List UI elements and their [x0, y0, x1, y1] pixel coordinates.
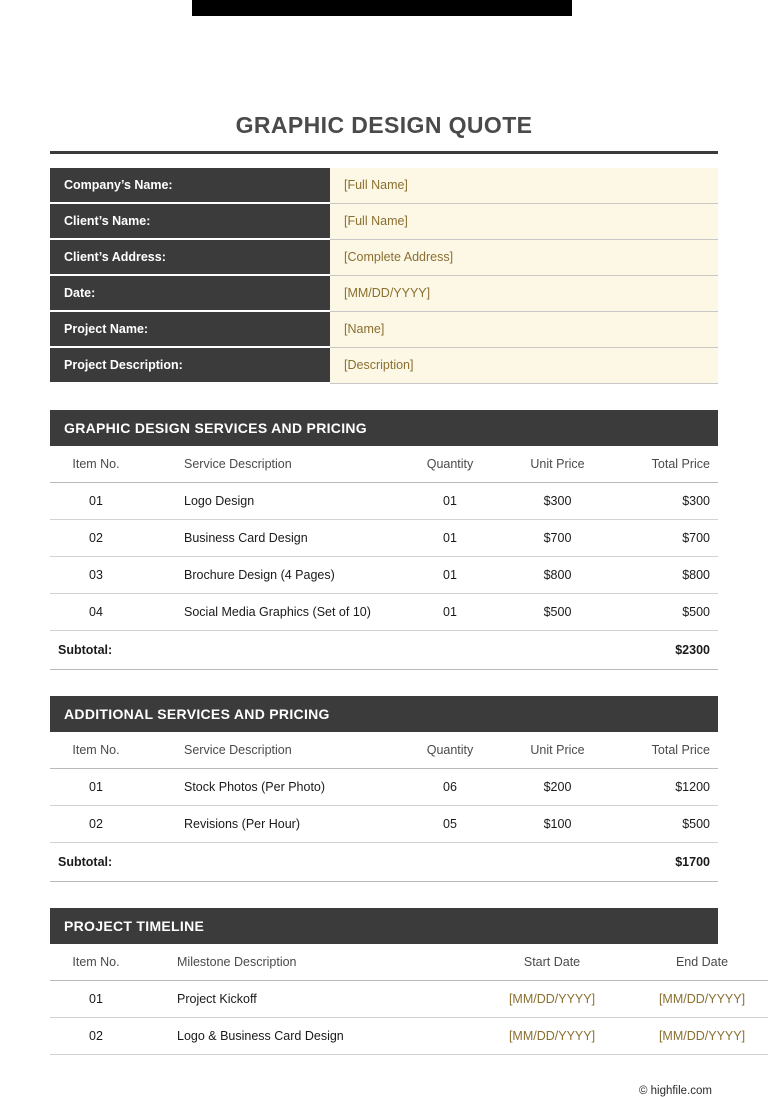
table-row	[50, 557, 718, 594]
additional-section-header: ADDITIONAL SERVICES AND PRICING	[50, 696, 718, 732]
cell-quantity: 01	[395, 520, 505, 557]
table-row	[50, 168, 718, 203]
column-header-description: Service Description	[142, 446, 395, 483]
cell-quantity: 05	[395, 806, 505, 843]
project-timeline-table	[50, 944, 768, 1055]
services-table	[50, 446, 718, 670]
column-header-end-date: End Date	[627, 944, 768, 981]
cell-unit-price: $800	[505, 557, 610, 594]
column-header-milestone: Milestone Description	[142, 944, 477, 981]
column-header-quantity: Quantity	[395, 732, 505, 769]
footer-credit: © highfile.com	[638, 1085, 712, 1097]
info-value[interactable]: [Complete Address]	[330, 239, 718, 275]
info-label: Project Description:	[50, 347, 330, 383]
table-row	[50, 275, 718, 311]
cell-milestone: Project Kickoff	[142, 981, 477, 1018]
table-row	[50, 347, 718, 383]
title-divider	[50, 151, 718, 154]
subtotal-value: $2300	[610, 631, 718, 670]
cell-milestone: Logo & Business Card Design	[142, 1018, 477, 1055]
cell-total-price: $700	[610, 520, 718, 557]
table-row	[50, 203, 718, 239]
cell-description: Brochure Design (4 Pages)	[142, 557, 395, 594]
cell-total-price: $300	[610, 483, 718, 520]
info-label: Client’s Address:	[50, 239, 330, 275]
cell-description: Stock Photos (Per Photo)	[142, 769, 395, 806]
column-header-item-no: Item No.	[50, 944, 142, 981]
cell-start-date[interactable]: [MM/DD/YYYY]	[477, 981, 627, 1018]
cell-total-price: $1200	[610, 769, 718, 806]
table-row	[50, 239, 718, 275]
subtotal-value: $1700	[610, 843, 718, 882]
cell-item-no: 01	[50, 483, 142, 520]
column-header-total-price: Total Price	[610, 446, 718, 483]
cell-unit-price: $300	[505, 483, 610, 520]
subtotal-label: Subtotal:	[50, 843, 610, 882]
info-value[interactable]: [Full Name]	[330, 168, 718, 203]
cell-unit-price: $200	[505, 769, 610, 806]
cell-item-no: 01	[50, 769, 142, 806]
cell-unit-price: $100	[505, 806, 610, 843]
cell-description: Social Media Graphics (Set of 10)	[142, 594, 395, 631]
cell-start-date[interactable]: [MM/DD/YYYY]	[477, 1018, 627, 1055]
cell-item-no: 02	[50, 1018, 142, 1055]
cell-item-no: 01	[50, 981, 142, 1018]
cell-description: Revisions (Per Hour)	[142, 806, 395, 843]
table-row	[50, 769, 718, 806]
table-header-row	[50, 944, 768, 981]
timeline-section-header: PROJECT TIMELINE	[50, 908, 718, 944]
cell-description: Business Card Design	[142, 520, 395, 557]
cell-item-no: 02	[50, 520, 142, 557]
table-row	[50, 311, 718, 347]
cell-total-price: $500	[610, 594, 718, 631]
cell-end-date[interactable]: [MM/DD/YYYY]	[627, 1018, 768, 1055]
cell-quantity: 01	[395, 594, 505, 631]
page-title: GRAPHIC DESIGN QUOTE	[235, 112, 533, 138]
cell-unit-price: $500	[505, 594, 610, 631]
table-row	[50, 520, 718, 557]
subtotal-row	[50, 631, 718, 670]
cell-item-no: 04	[50, 594, 142, 631]
table-row	[50, 483, 718, 520]
table-row	[50, 806, 718, 843]
column-header-start-date: Start Date	[477, 944, 627, 981]
table-row	[50, 981, 768, 1018]
quote-info-table	[50, 168, 718, 384]
table-row	[50, 1018, 768, 1055]
cell-item-no: 03	[50, 557, 142, 594]
info-value[interactable]: [Name]	[330, 311, 718, 347]
cell-total-price: $800	[610, 557, 718, 594]
table-header-row	[50, 446, 718, 483]
column-header-item-no: Item No.	[50, 446, 142, 483]
subtotal-row	[50, 843, 718, 882]
column-header-quantity: Quantity	[395, 446, 505, 483]
info-value[interactable]: [Full Name]	[330, 203, 718, 239]
info-value[interactable]: [Description]	[330, 347, 718, 383]
info-label: Company’s Name:	[50, 168, 330, 203]
info-label: Project Name:	[50, 311, 330, 347]
cell-quantity: 01	[395, 483, 505, 520]
column-header-description: Service Description	[142, 732, 395, 769]
info-value[interactable]: [MM/DD/YYYY]	[330, 275, 718, 311]
cell-end-date[interactable]: [MM/DD/YYYY]	[627, 981, 768, 1018]
info-label: Client’s Name:	[50, 203, 330, 239]
column-header-unit-price: Unit Price	[505, 732, 610, 769]
additional-services-table	[50, 732, 718, 882]
cell-total-price: $500	[610, 806, 718, 843]
info-label: Date:	[50, 275, 330, 311]
cell-quantity: 01	[395, 557, 505, 594]
cell-item-no: 02	[50, 806, 142, 843]
column-header-item-no: Item No.	[50, 732, 142, 769]
cell-unit-price: $700	[505, 520, 610, 557]
services-section-header: GRAPHIC DESIGN SERVICES AND PRICING	[50, 410, 718, 446]
column-header-unit-price: Unit Price	[505, 446, 610, 483]
table-header-row	[50, 732, 718, 769]
cell-quantity: 06	[395, 769, 505, 806]
column-header-total-price: Total Price	[610, 732, 718, 769]
table-row	[50, 594, 718, 631]
cell-description: Logo Design	[142, 483, 395, 520]
subtotal-label: Subtotal:	[50, 631, 610, 670]
